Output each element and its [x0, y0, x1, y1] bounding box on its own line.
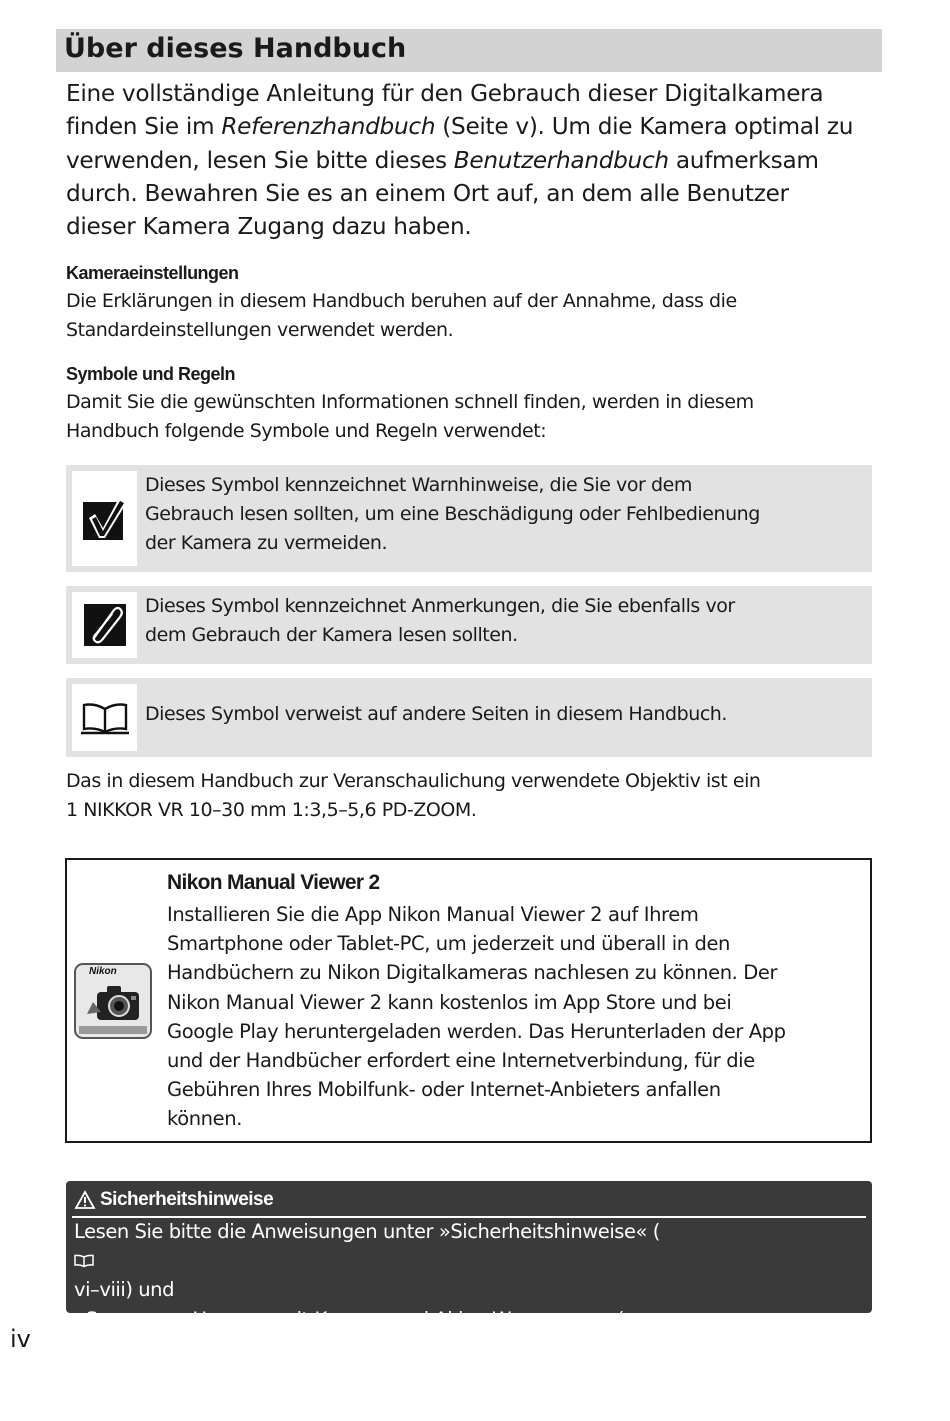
book-icon [72, 684, 137, 751]
safety-text [74, 1217, 869, 1421]
intro-line: durch. Bewahren Sie es an einem Ort auf, an dem alle Benutzer [66, 179, 789, 207]
intro-line: dieser Kamera Zugang dazu haben. [66, 213, 472, 241]
app-icon-label: Nikon [89, 966, 117, 977]
safety-notice-box [66, 1181, 872, 1419]
safety-line: Lesen Sie bitte die Anweisungen unter »Sicherheitshinweise« ( vi–viii) und [74, 1220, 660, 1302]
symbol-box-reference [66, 678, 872, 757]
page-number: iv [10, 1325, 31, 1353]
intro-line: finden Sie im Referenzhandbuch (Seite v). Um die Kamera optimal zu [66, 113, 854, 141]
intro-paragraph [66, 77, 896, 243]
section-title-bar [56, 29, 882, 72]
camera-settings-text: Die Erklärungen in diesem Handbuch beruhen auf der Annahme, dass die Standardeinstellungen verwendet werden. [66, 290, 737, 341]
symbol-description: Dieses Symbol kennzeichnet Warnhinweise, die Sie vor dem Gebrauch lesen sollten, um eine Beschädigung oder Fehlbedienung der Kamera zu vermeiden. [145, 474, 760, 554]
lens-note: Das in diesem Handbuch zur Veranschaulichung verwendete Objektiv ist ein 1 NIKKOR VR 10–30 mm 1:3,5–5,6 PD-ZOOM. [66, 770, 761, 821]
note-pencil-icon [72, 592, 137, 658]
safety-line: bevor Sie die Kamera zum ersten Mal verwenden. [74, 1395, 541, 1419]
symbols-heading: Symbole und Regeln [66, 364, 236, 384]
warning-check-icon [72, 471, 137, 566]
manual-viewer-text: Installieren Sie die App Nikon Manual Viewer 2 auf Ihrem Smartphone oder Tablet-PC, um jederzeit und überall in den Handbüchern zu Nikon Digitalkameras nachlesen zu können. Der Nikon Manual Viewer 2 kann kostenlos im App Store und bei Google Play heruntergeladen werden. Das Herunterladen der App und der Handbücher erfordert eine Internetverbindung, für die Gebühren Ihres Mobilfunk- oder Internet-Anbieters anfallen können. [167, 903, 786, 1131]
camera-settings-heading: Kameraeinstellungen [66, 263, 239, 283]
safety-line: »Sorgsamer Umgang mit Kamera und Akku: Warnungen« ( 106) durch, [74, 1307, 624, 1390]
intro-line: verwenden, lesen Sie bitte dieses Benutzerhandbuch aufmerksam [66, 146, 819, 174]
page-title: Über dieses Handbuch [64, 33, 407, 64]
reference-manual-title: Referenzhandbuch [221, 113, 436, 141]
book-icon [74, 1254, 94, 1268]
symbol-description: Dieses Symbol verweist auf andere Seiten in diesem Handbuch. [145, 703, 727, 725]
manual-viewer-title: Nikon Manual Viewer 2 [167, 871, 380, 894]
caution-triangle-icon [74, 1190, 96, 1210]
symbols-text: Damit Sie die gewünschten Informationen schnell finden, werden in diesem Handbuch folgende Symbole und Regeln verwendet: [66, 391, 754, 442]
book-icon [74, 1342, 94, 1356]
symbol-description: Dieses Symbol kennzeichnet Anmerkungen, die Sie ebenfalls vor dem Gebrauch der Kamera lesen sollten. [145, 595, 735, 646]
manual-viewer-box [65, 858, 872, 1143]
intro-line: Eine vollständige Anleitung für den Gebrauch dieser Digitalkamera [66, 80, 824, 107]
safety-heading: Sicherheitshinweise [74, 1187, 273, 1213]
nikon-manual-viewer-app-icon [73, 962, 153, 1044]
symbol-box-note [66, 586, 872, 664]
user-manual-title: Benutzerhandbuch [453, 146, 669, 174]
symbol-box-warning [66, 465, 872, 572]
